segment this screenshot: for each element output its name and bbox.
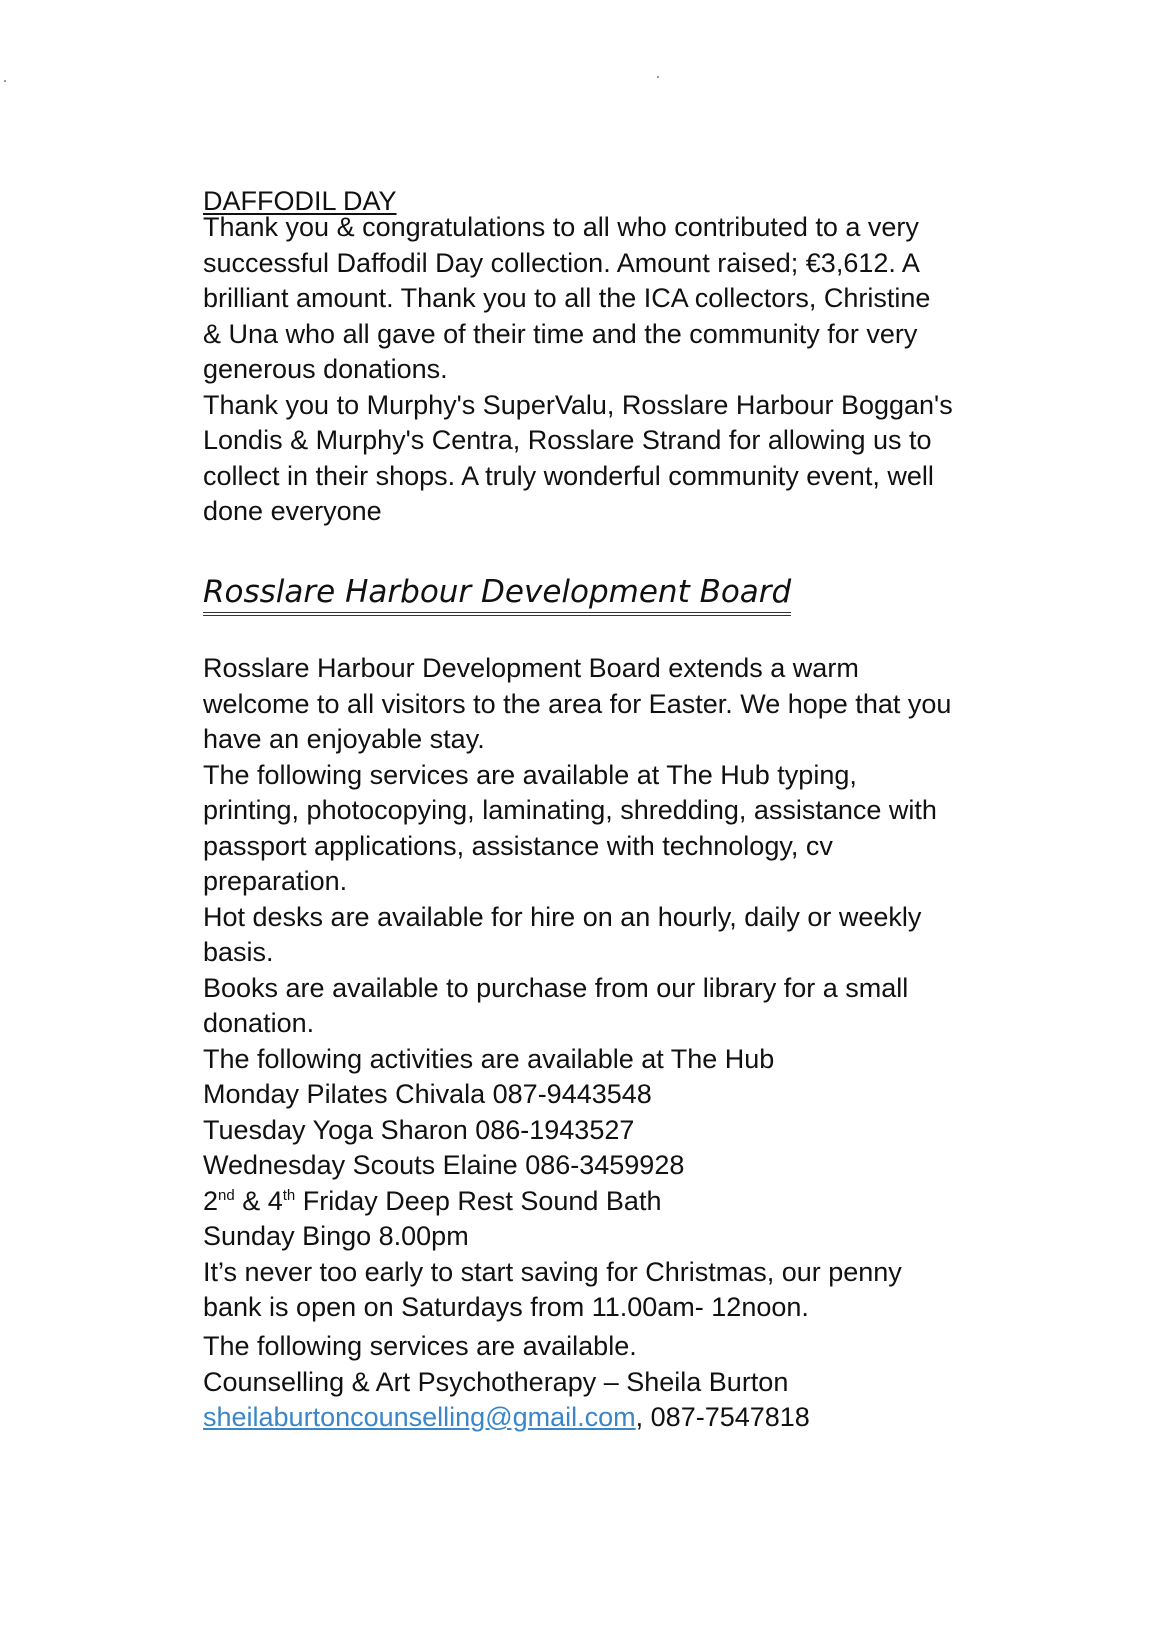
friday-ordinal-first: 2 [203,1185,219,1216]
activity-friday [203,1184,1083,1220]
friday-ordinal-second-suffix: th [282,1186,296,1204]
paragraph-line: welcome to all visitors to the area for Easter. We hope that you [203,688,952,719]
paragraph-line: done everyone [203,496,382,526]
paragraph-line: printing, photocopying, laminating, shredding, assistance with [203,795,937,825]
paragraph-line: donation. [203,1008,315,1038]
paragraph-line: & Una who all gave of their time and the community for very [203,318,918,349]
activity-monday: Monday Pilates Chivala 087-9443548 [203,1079,652,1109]
daffodil-day-body [203,210,1083,530]
paragraph-line: generous donations. [203,354,448,384]
paragraph-line: have an enjoyable stay. [203,724,485,754]
activity-wednesday: Wednesday Scouts Elaine 086-3459928 [203,1150,685,1180]
paragraph-line: Rosslare Harbour Development Board extends a warm [203,653,859,683]
paragraph-line: Londis & Murphy's Centra, Rosslare Strand for allowing us to [203,425,932,455]
scan-speck [4,80,6,82]
paragraph-line: The following activities are available at The Hub [203,1043,775,1074]
counselling-service: Counselling & Art Psychotherapy – Sheila Burton [203,1366,789,1397]
development-board-body [203,651,1083,1326]
paragraph-line: bank is open on Saturdays from 11.00am- 12noon. [203,1292,809,1322]
services-section [203,1329,1083,1436]
paragraph-line: basis. [203,937,274,967]
scan-speck [657,76,659,78]
activity-tuesday: Tuesday Yoga Sharon 086-1943527 [203,1114,635,1145]
contact-phone: 087-7547818 [650,1402,810,1432]
development-board-heading: Rosslare Harbour Development Board [203,572,791,616]
paragraph-line: passport applications, assistance with technology, cv [203,830,833,861]
paragraph-line: collect in their shops. A truly wonderful community event, well [203,460,934,491]
activity-sunday: Sunday Bingo 8.00pm [203,1221,469,1251]
paragraph-line: preparation. [203,866,348,896]
paragraph-line: brilliant amount. Thank you to all the ICA collectors, Christine [203,283,931,313]
friday-activity-text: Friday Deep Rest Sound Bath [295,1185,662,1216]
contact-line [203,1400,1083,1436]
paragraph-line: The following services are available at The Hub typing, [203,759,857,790]
paragraph-line: Thank you & congratulations to all who contributed to a very [203,212,919,242]
paragraph-line: successful Daffodil Day collection. Amount raised; €3,612. A [203,247,920,278]
paragraph-line: Books are available to purchase from our library for a small [203,972,909,1003]
services-intro: The following services are available. [203,1331,637,1361]
paragraph-line: It’s never too early to start saving for Christmas, our penny [203,1256,902,1287]
friday-ordinal-first-suffix: nd [218,1186,235,1204]
friday-ordinal-second: & 4 [234,1185,283,1216]
paragraph-line: Hot desks are available for hire on an hourly, daily or weekly [203,901,922,932]
paragraph-line: Thank you to Murphy's SuperValu, Rosslare Harbour Boggan's [203,389,953,420]
email-link[interactable]: sheilaburtoncounselling@gmail.com [203,1402,636,1432]
contact-separator: , [635,1402,651,1432]
daffodil-day-heading: DAFFODIL DAY [203,186,397,216]
